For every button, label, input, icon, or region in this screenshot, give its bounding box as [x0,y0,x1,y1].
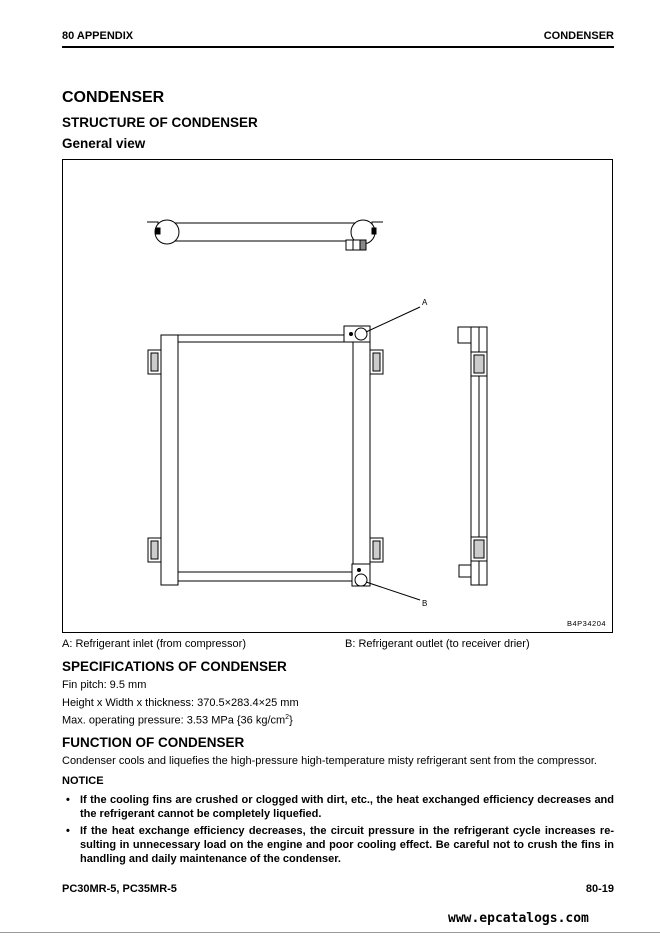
notice-bullet [66,793,614,821]
page-title: CONDENSER [62,89,165,106]
notice-text: If the heat exchange efficiency decreases, the circuit pressure in the refrigerant cycle increases re-sulting in unnecessary load on the engine and poor cooling effect. Be careful not to crush the fins in handling and daily maintenance of the condenser. [80,825,614,865]
caption-b: B: Refrigerant outlet (to receiver drier) [345,638,530,650]
header-section: 80 APPENDIX [62,30,134,42]
specs-heading: SPECIFICATIONS OF CONDENSER [62,659,287,674]
figure-code: B4P34204 [567,619,607,628]
label-a: A [422,298,428,307]
condenser-drawing [63,160,614,634]
notice-text: If the cooling fins are crushed or clogged with dirt, etc., the heat exchanged efficiency decreases and the refrigerant cannot be completely liquefied. [80,794,614,820]
spec-fin-pitch: Fin pitch: 9.5 mm [62,679,147,691]
footer-page: 80-19 [585,883,614,895]
bullet-mark: • [66,794,70,806]
spec-pressure-end: } [289,714,293,727]
function-text: Condenser cools and liquefies the high-pressure high-temperature misty refrigerant sent from the compressor. [62,755,597,767]
watermark-url: www.epcatalogs.com [448,911,589,926]
top-view [147,220,383,250]
general-view-heading: General view [62,136,146,151]
bottom-divider [0,932,660,933]
spec-pressure [62,714,293,727]
spec-dimensions: Height x Width x thickness: 370.5×283.4×25 mm [62,697,299,709]
spec-pressure-text: Max. operating pressure: 3.53 MPa {36 kg/cm [62,714,286,727]
structure-heading: STRUCTURE OF CONDENSER [62,115,258,130]
bullet-mark: • [66,825,70,837]
notice-bullet [66,824,614,866]
condenser-figure [62,159,613,633]
front-view [148,307,420,600]
notice-label: NOTICE [62,775,104,787]
spec-pressure-sup: 2 [285,714,290,721]
footer-model: PC30MR-5, PC35MR-5 [62,883,177,895]
header-topic: CONDENSER [543,30,614,42]
label-b: B [422,599,428,608]
side-view [458,327,487,585]
page-header [62,30,614,48]
caption-a: A: Refrigerant inlet (from compressor) [62,638,246,650]
function-heading: FUNCTION OF CONDENSER [62,735,245,750]
